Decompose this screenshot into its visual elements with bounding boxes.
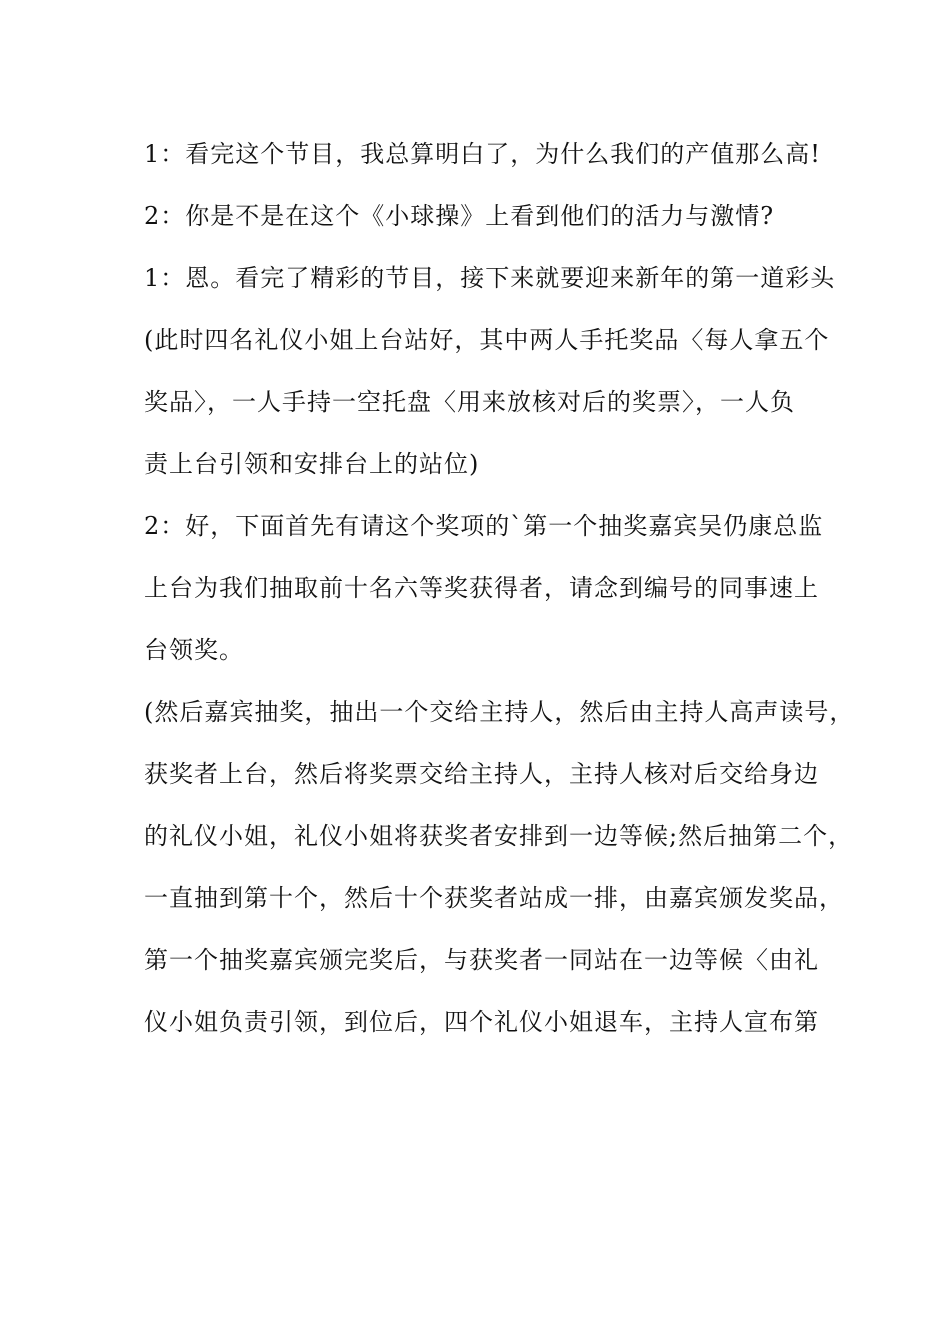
text-line: 仪小姐负责引领，到位后，四个礼仪小姐退车，主持人宣布第 (144, 1008, 819, 1036)
text-line: 获奖者上台，然后将奖票交给主持人，主持人核对后交给身边 (144, 760, 819, 788)
text-line: 奖品〉，一人手持一空托盘〈用来放核对后的奖票〉，一人负 (144, 388, 795, 416)
text-line: 2：你是不是在这个《小球操》上看到他们的活力与激情? (144, 202, 775, 230)
text-line: 台领奖。 (144, 636, 244, 664)
text-line: 上台为我们抽取前十名六等奖获得者，请念到编号的同事速上 (144, 574, 819, 602)
text-line: 的礼仪小姐，礼仪小姐将获奖者安排到一边等候;然后抽第二个， (144, 822, 854, 850)
document-text-block (144, 128, 855, 1058)
text-line: 2：好，下面首先有请这个奖项的`第一个抽奖嘉宾吴仍康总监 (144, 512, 824, 540)
text-line: 责上台引领和安排台上的站位) (144, 450, 480, 478)
text-line: 1：看完这个节目，我总算明白了，为什么我们的产值那么高! (144, 140, 821, 168)
text-line: 1：恩。看完了精彩的节目，接下来就要迎来新年的第一道彩头 (144, 264, 836, 292)
text-line: 第一个抽奖嘉宾颁完奖后，与获奖者一同站在一边等候〈由礼 (144, 946, 819, 974)
text-line: (然后嘉宾抽奖，抽出一个交给主持人，然后由主持人高声读号， (144, 698, 855, 726)
text-line: (此时四名礼仪小姐上台站好，其中两人手托奖品〈每人拿五个 (144, 326, 830, 354)
text-line: 一直抽到第十个，然后十个获奖者站成一排，由嘉宾颁发奖品， (144, 884, 844, 912)
